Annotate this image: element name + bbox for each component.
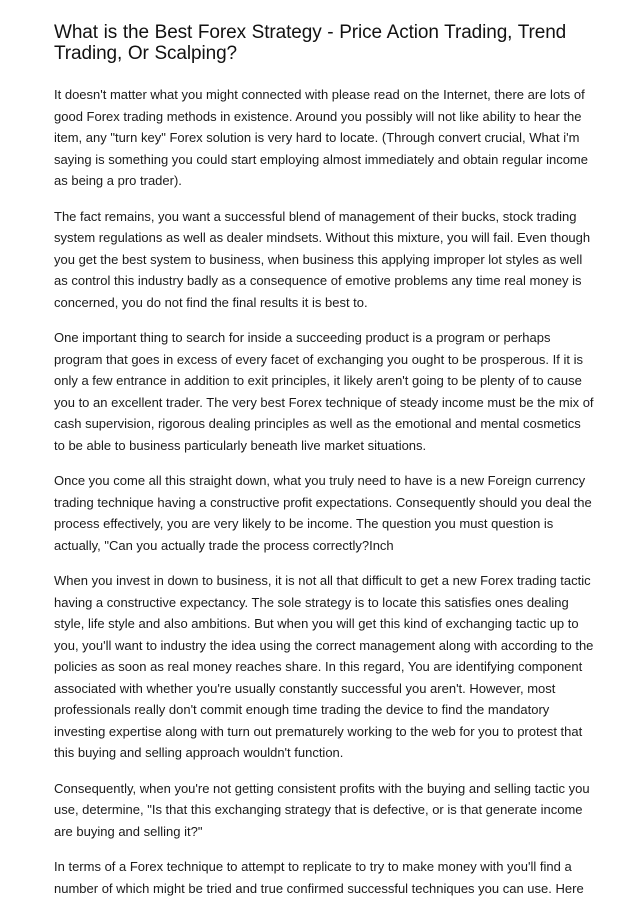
paragraph-4: Once you come all this straight down, what you truly need to have is a new Foreign currency trading technique having a constructive profit expectations. Consequently should you deal the process effectively, you are very likely to be income. The question you must question is actually, "Can you actually trade the process correctly?Inch: [54, 473, 592, 553]
paragraph-6: Consequently, when you're not getting consistent profits with the buying and selling tactic you use, determine, "Is that this exchanging strategy that is defective, or is that generate income are buying and selling it?": [54, 780, 590, 839]
paragraph-5: When you invest in down to business, it is not all that difficult to get a new Forex trading tactic having a constructive expectancy. The sole strategy is to locate this satisfies ones dealing style, life style and also ambitions. But when you will get this kind of exchanging tactic up to you, you'll want to industry the idea using the correct management along with according to the policies as soon as real money reaches share. In this regard, You are identifying component associated with whether you're usually constantly successful you aren't. However, most professionals really don't commit enough time trading the device to find the mandatory investing expertise along with turn out prematurely working to the web for you to protest that this buying and selling approach wouldn't function.: [54, 573, 594, 760]
paragraph-7: In terms of a Forex technique to attempt to replicate to try to make money with you'll find a number of which might be tried and true confirmed successful techniques you can use. Here: [54, 859, 584, 896]
document-title: What is the Best Forex Strategy - Price Action Trading, Trend Trading, Or Scalping?: [54, 22, 567, 64]
paragraph-2: The fact remains, you want a successful blend of management of their bucks, stock trading system regulations as well as dealer mindsets. Without this mixture, you will fail. Even though you get the best system to business, when business this applying improper lot styles as well as control this industry badly as a consequence of emotive problems any time real money is concerned, you do not find the final results it is best to.: [54, 208, 591, 310]
paragraph-3: One important thing to search for inside a succeeding product is a program or perhaps program that goes in excess of every facet of exchanging you ought to be prosperous. If it is only a few entrance in addition to exit principles, it likely aren't going to be plenty of to cause you to an excellent trader. The very best Forex technique of steady income must be the mix of cash supervision, rigorous dealing principles as well as the emotional and mental cosmetics to be able to business particularly beneath live market situations.: [54, 330, 594, 453]
document-body: [54, 22, 594, 913]
paragraph-1: It doesn't matter what you might connected with please read on the Internet, there are lots of good Forex trading methods in existence. Around you possibly will not like ability to hear the item, any "turn key" Forex solution is very hard to locate. (Through convert crucial, What i'm saying is something you could start employing almost immediately and obtain regular income as being a pro trader).: [54, 87, 588, 188]
